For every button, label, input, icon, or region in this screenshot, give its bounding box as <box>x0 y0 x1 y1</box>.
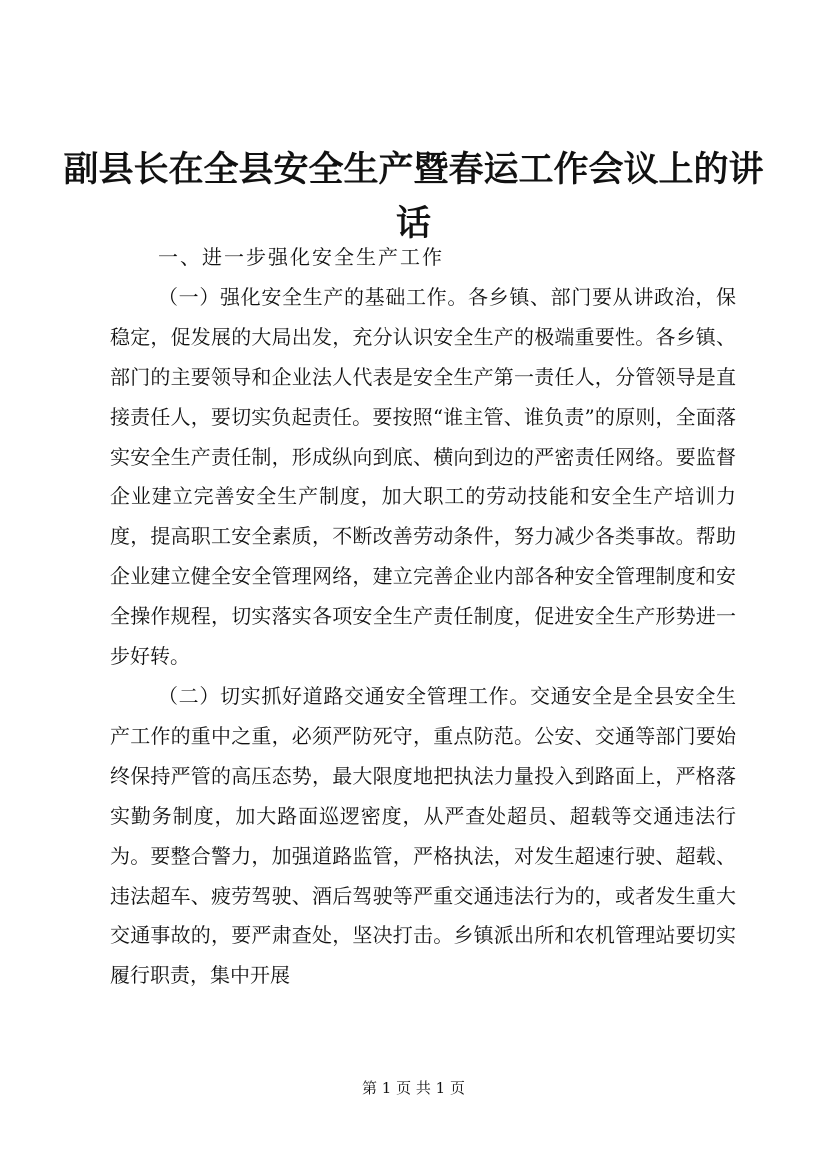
page-footer: 第 1 页 共 1 页 <box>362 1079 465 1097</box>
paragraph-2: （二）切实抓好道路交通安全管理工作。交通安全是全县安全生产工作的重中之重，必须严防死守，重点防范。公安、交通等部门要始终保持严管的高压态势，最大限度地把执法力量投入到路面上，严格落实勤务制度，加大路面巡逻密度，从严查处超员、超载等交通违法行为。要整合警力，加强道路监管，严格执法，对发生超速行驶、超载、违法超车、疲劳驾驶、酒后驾驶等严重交通违法行为的，或者发生重大交通事故的，要严肃查处，坚决打击。乡镇派出所和农机管理站要切实履行职责，集中开展 <box>110 683 736 988</box>
document-body <box>110 238 736 996</box>
document-title: 副县长在全县安全生产暨春运工作会议上的讲话 <box>63 149 764 244</box>
paragraph-1: （一）强化安全生产的基础工作。各乡镇、部门要从讲政治，保稳定，促发展的大局出发，充分认识安全生产的极端重要性。各乡镇、部门的主要领导和企业法人代表是安全生产第一责任人，分管领导是直接责任人，要切实负起责任。要按照“谁主管、谁负责”的原则，全面落实安全生产责任制，形成纵向到底、横向到边的严密责任网络。要监督企业建立完善安全生产制度，加大职工的劳动技能和安全生产培训力度，提高职工安全素质，不断改善劳动条件，努力减少各类事故。帮助企业建立健全安全管理网络，建立完善企业内部各种安全管理制度和安全操作规程，切实落实各项安全生产责任制度，促进安全生产形势进一步好转。 <box>110 284 736 669</box>
section-heading: 一、进一步强化安全生产工作 <box>158 245 444 269</box>
